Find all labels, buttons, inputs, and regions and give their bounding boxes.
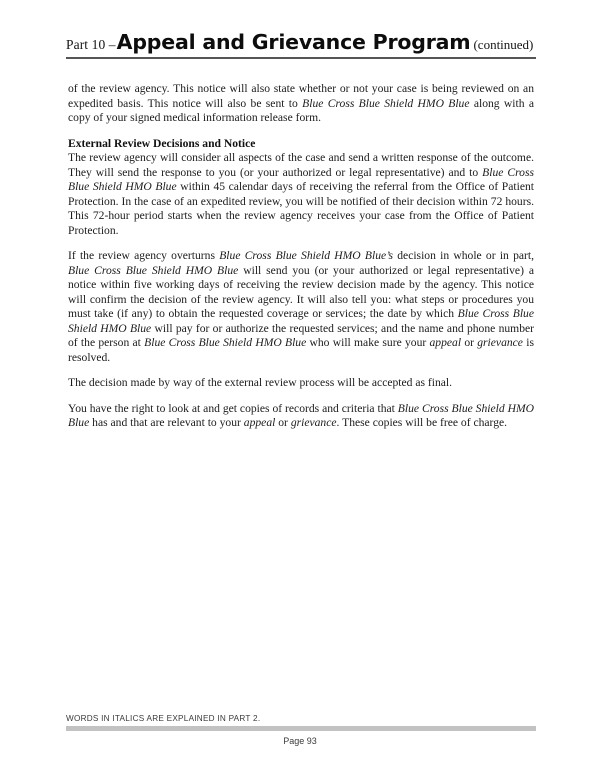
p1-italic-1: Blue Cross Blue Shield HMO Blue xyxy=(302,96,470,110)
p3-italic-2: Blue Cross Blue Shield HMO Blue xyxy=(68,263,239,277)
paragraph-4 xyxy=(68,376,534,391)
page-number: Page 93 xyxy=(283,736,317,746)
p3-run-2: decision in whole or in part, xyxy=(393,249,534,262)
p3-run-7: is resolved. xyxy=(68,336,534,364)
p1-run-1: of the review agency. This notice will also state whether or not your case is being reviewed on an expedited basis. This notice will also be sent to xyxy=(68,82,534,110)
p3-italic-3: Blue Cross Blue Shield HMO Blue xyxy=(68,307,534,335)
footer-divider-bar xyxy=(66,726,536,731)
paragraph-2 xyxy=(68,151,534,238)
p3-italic-4: Blue Cross Blue Shield HMO Blue xyxy=(144,336,307,349)
p2-run-2: within 45 calendar days of receiving the referral from the Office of Patient Protection. In the case of an expedited review, you will be notified of their decision within 72 hours. This 72-hour period starts when the review agency receives your case from the Office of Patient Protection. xyxy=(68,180,534,237)
p5-italic-3: grievance xyxy=(290,416,337,429)
p3-italic-1: Blue Cross Blue Shield HMO Blue’s xyxy=(219,249,394,262)
p3-run-1: If the review agency overturns xyxy=(68,249,220,262)
paragraph-1 xyxy=(68,82,534,126)
paragraph-3 xyxy=(68,249,534,365)
paragraph-5 xyxy=(68,402,534,431)
page-title: Appeal and Grievance Program xyxy=(116,30,471,54)
p3-run-6: or xyxy=(461,336,478,349)
part-label: Part 10 – xyxy=(66,37,116,52)
p3-italic-6: grievance xyxy=(477,336,523,349)
p3-run-4: will pay for or authorize the requested services; and the name and phone number of the person at xyxy=(68,321,534,349)
p3-run-5: who will make sure your xyxy=(306,336,430,349)
continued-label: (continued) xyxy=(473,37,534,52)
p5-run-2: has and that are relevant to your xyxy=(89,416,244,429)
page-header xyxy=(66,32,536,53)
document-body xyxy=(68,82,534,431)
p5-run-4: . These copies will be free of charge. xyxy=(336,416,508,429)
p3-run-3: will send you (or your authorized or legal representative) a notice within five working days of receiving the review decision made by the agency. This notice will confirm the decision of the review agency. It will also tell you: what steps or procedures you must take (if any) to obtain the requested coverage or services; the date by which xyxy=(68,263,534,320)
header-divider xyxy=(66,57,536,59)
section-subheading: External Review Decisions and Notice xyxy=(68,136,256,150)
p2-run-1: The review agency will consider all aspects of the case and send a written response of the outcome. They will send the response to you (or your authorized or legal representative) and to xyxy=(68,151,534,179)
p1-run-2: along with a copy of your signed medical information release form. xyxy=(68,96,534,124)
p5-run-3: or xyxy=(275,416,291,429)
p5-run-1: You have the right to look at and get copies of records and criteria that xyxy=(68,401,398,415)
header-title-line xyxy=(66,32,536,53)
p2-italic-1: Blue Cross Blue Shield HMO Blue xyxy=(68,165,534,193)
p5-italic-2: appeal xyxy=(243,416,276,429)
p5-italic-1: Blue Cross Blue Shield HMO Blue xyxy=(68,401,534,429)
p3-italic-5: appeal xyxy=(429,336,462,349)
p4-run-1: The decision made by way of the external review process will be accepted as final. xyxy=(68,376,453,389)
footer-note: WORDS IN ITALICS ARE EXPLAINED IN PART 2. xyxy=(66,714,261,723)
